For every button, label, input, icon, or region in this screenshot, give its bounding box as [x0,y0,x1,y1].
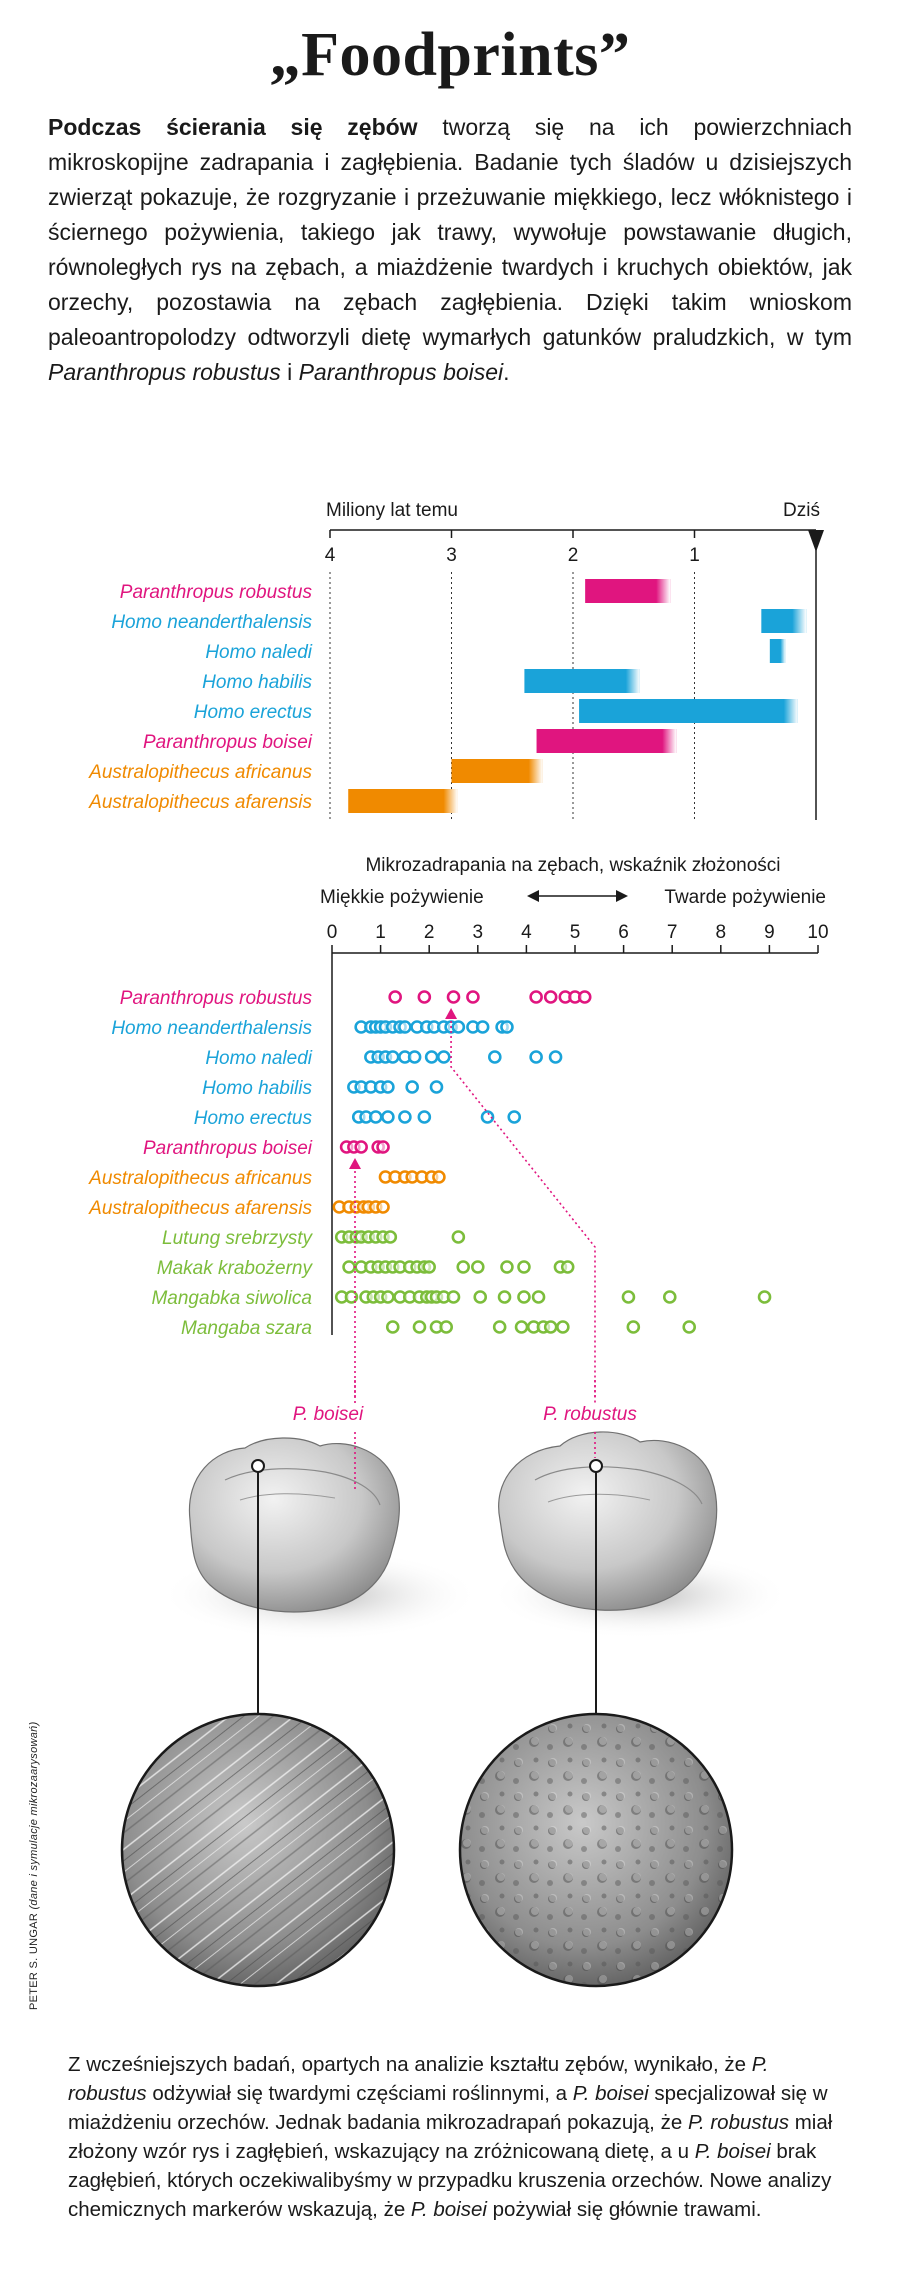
timeline-bar-fade [780,639,785,663]
timeline-bar-fade [444,789,458,813]
timeline-chart [0,490,900,835]
microwear-point [518,1262,529,1273]
microwear-species-label: Homo erectus [193,1108,312,1129]
microwear-point [385,1232,396,1243]
microwear-point [516,1322,527,1333]
timeline-species-label: Paranthropus boisei [143,732,312,753]
microwear-tick-labels [327,922,829,943]
microwear-species-label: Homo neanderthalensis [111,1018,312,1039]
microwear-point [494,1322,505,1333]
page-title: „Foodprints” [269,21,631,89]
intro-species-1: Paranthropus robustus [48,359,281,385]
microwear-chart [0,845,900,1339]
microwear-tick-label: 3 [472,922,484,943]
microwear-point [387,1322,398,1333]
credit-note: (dane i symulacje mikrozaarysowań) [28,1721,40,1913]
microwear-disc-scratches [120,1712,396,1988]
microwear-point [467,992,478,1003]
microwear-point [438,1052,449,1063]
timeline-bar-fade [529,759,543,783]
microwear-point [390,992,401,1003]
tooth-robustus [490,1432,790,1714]
microwear-point [759,1292,770,1303]
microwear-point [419,1112,430,1123]
timeline-bar-fade [662,729,676,753]
timeline-bar [537,729,677,753]
intro-connector: i [280,359,299,385]
microwear-tick-label: 5 [569,922,581,943]
microwear-point [431,1082,442,1093]
outro-s1: P. robustus [68,2053,769,2105]
microwear-disc-pits [458,1712,734,1988]
microwear-point [441,1322,452,1333]
outro-t5: brak zagłębień, których oczekiwalibyśmy w przypadku kruszenia orzechów. Nowe analizy chemicznych markerów wskazują, że [68,2140,832,2221]
microwear-title: Mikrozadrapania na zębach, wskaźnik złożoności [365,855,781,876]
outro-t4: miał złożony wzór rys i zagłębień, wskazujący na zróżnicowaną dietę, a u [68,2111,833,2163]
microwear-species-label: Mangabka siwolica [151,1288,312,1309]
microwear-point [399,1112,410,1123]
intro-species-2: Paranthropus boisei [298,359,504,385]
tooth-boisei [160,1438,480,1714]
microwear-point [623,1292,634,1303]
microwear-point [356,1142,367,1153]
intro-lead: Podczas ścierania się zębów [48,114,418,140]
outro-t2: odżywiał się twardymi częściami roślinnymi, a [146,2082,573,2105]
timeline-species-label: Homo habilis [202,672,312,693]
timeline-bar-fade [784,699,798,723]
microwear-point [424,1262,435,1273]
microwear-tick-label: 7 [666,922,678,943]
timeline-tick-label: 2 [567,545,579,566]
outro-s4: P. boisei [694,2140,771,2163]
microwear-tick-label: 9 [764,922,775,943]
microwear-point [531,1052,542,1063]
microwear-point [382,1082,393,1093]
microwear-species-label: Australopithecus africanus [89,1168,312,1189]
microwear-tick-label: 0 [326,922,338,943]
microwear-point [414,1322,425,1333]
microwear-point [545,1322,556,1333]
microwear-point [545,992,556,1003]
microwear-tick-label: 4 [521,922,532,943]
outro-t3: specjalizował się w miażdżeniu orzechów. Jednak badania mikrozadrapań pokazują, że [68,2082,828,2134]
microwear-species-label: Australopithecus afarensis [89,1198,312,1219]
microwear-tick-label: 2 [423,922,435,943]
microwear-point [382,1112,393,1123]
microwear-point [501,1262,512,1273]
microwear-species-label: Homo naledi [205,1048,312,1069]
image-credit [28,1721,40,2010]
microwear-point [472,1262,483,1273]
microwear-point [426,1052,437,1063]
timeline-tick-label: 3 [446,545,457,566]
microwear-point [501,1022,512,1033]
microwear-point [562,1262,573,1273]
double-arrow-icon [527,890,628,902]
outro-s2: P. boisei [572,2082,649,2105]
microwear-point [419,992,430,1003]
intro-text-1: tworzą się na ich powierzchniach mikroskopijne zadrapania i zagłębienia. Badanie tych śladów u dzisiejszych zwierząt pokazuje, że rozgryzanie i przeżuwanie miękkiego, lecz włóknistego i ściernego pożywienia, takiego jak trawy, wywołuje powstawanie długich, równoległych rys na zębach, a miażdżenie twardych i kruchych obiektów, jak orzechy, pozostawia na zębach zagłębienia. Dzięki takim wnioskom paleoantropolodzy odtworzyli dietę wymarłych gatunków praludzkich, w tym [48,114,853,350]
timeline-species-label: Australopithecus afarensis [89,792,312,813]
robustus-connector [451,1011,595,1405]
microwear-point [382,1292,393,1303]
timeline-species-label: Homo erectus [193,702,312,723]
microwear-point [664,1292,675,1303]
microwear-tick-label: 8 [715,922,727,943]
microwear-point [684,1322,695,1333]
outro-s5: P. boisei [410,2198,487,2221]
microwear-point [387,1052,398,1063]
microwear-point [409,1052,420,1063]
microwear-point [453,1232,464,1243]
microwear-tick-label: 1 [375,922,386,943]
soft-food-label: Miękkie pożywienie [320,887,484,908]
timeline-species-label: Homo naledi [205,642,312,663]
teeth-illustration [0,1380,900,2020]
microwear-point [453,1022,464,1033]
intro-paragraph [48,110,852,390]
today-marker-icon [808,530,824,552]
microwear-point [399,1022,410,1033]
microwear-tick-label: 6 [618,922,629,943]
microwear-point [489,1052,500,1063]
microwear-species-label: Homo habilis [202,1078,312,1099]
timeline-species-label: Homo neanderthalensis [111,612,312,633]
microwear-point [509,1112,520,1123]
intro-end: . [503,359,510,385]
microwear-species-label: Mangaba szara [181,1318,312,1339]
microwear-point [433,1172,444,1183]
microwear-point [628,1322,639,1333]
microwear-species-label: Makak krabożerny [156,1258,312,1279]
timeline-species-label: Paranthropus robustus [119,582,312,603]
timeline-bar-fade [792,609,806,633]
microwear-point [477,1022,488,1033]
microwear-point [448,1292,459,1303]
boisei-arrow-icon [349,1158,361,1169]
microwear-point [550,1052,561,1063]
microwear-species-label: Lutung srebrzysty [162,1228,312,1249]
timeline-end-label: Dziś [783,500,820,521]
credit-name: PETER S. UNGAR [28,1912,40,2010]
microwear-species-labels [88,988,313,1339]
microwear-points [334,992,770,1406]
microwear-point [458,1262,469,1273]
microwear-point [448,992,459,1003]
outro-t6: pożywiał się głównie trawami. [486,2198,762,2221]
robustus-arrow-icon [445,1008,457,1019]
callout-label-robustus: P. robustus [543,1404,637,1425]
microwear-point [518,1292,529,1303]
timeline-species-label: Australopithecus africanus [89,762,312,783]
timeline-species-labels [88,582,313,813]
microwear-point [579,992,590,1003]
timeline-tick-label: 4 [324,545,336,566]
microwear-point [407,1082,418,1093]
microwear-species-label: Paranthropus boisei [143,1138,312,1159]
timeline-bar-fade [626,669,640,693]
outro-t1: Z wcześniejszych badań, opartych na analizie kształtu zębów, wynikało, że [68,2053,752,2076]
callout-label-boisei: P. boisei [292,1404,364,1425]
microwear-point [557,1322,568,1333]
hard-food-label: Twarde pożywienie [664,887,826,908]
timeline-bar [524,669,639,693]
microwear-point [533,1292,544,1303]
microwear-point [475,1292,486,1303]
microwear-point [378,1202,389,1213]
microwear-point [499,1292,510,1303]
timeline-tick-label: 1 [689,545,700,566]
microwear-point [370,1112,381,1123]
microwear-tick-label: 10 [807,922,829,943]
timeline-bar-fade [656,579,670,603]
microwear-point [378,1142,389,1153]
microwear-ticks [332,945,818,953]
timeline-bars [348,579,806,813]
microwear-point [531,992,542,1003]
microwear-point [344,1262,355,1273]
timeline-bar [348,789,457,813]
timeline-ticks [325,530,700,566]
microwear-species-label: Paranthropus robustus [119,988,312,1009]
outro-s3: P. robustus [687,2111,789,2134]
outro-paragraph [68,2050,838,2224]
timeline-title: Miliony lat temu [326,500,458,521]
timeline-bar [579,699,798,723]
